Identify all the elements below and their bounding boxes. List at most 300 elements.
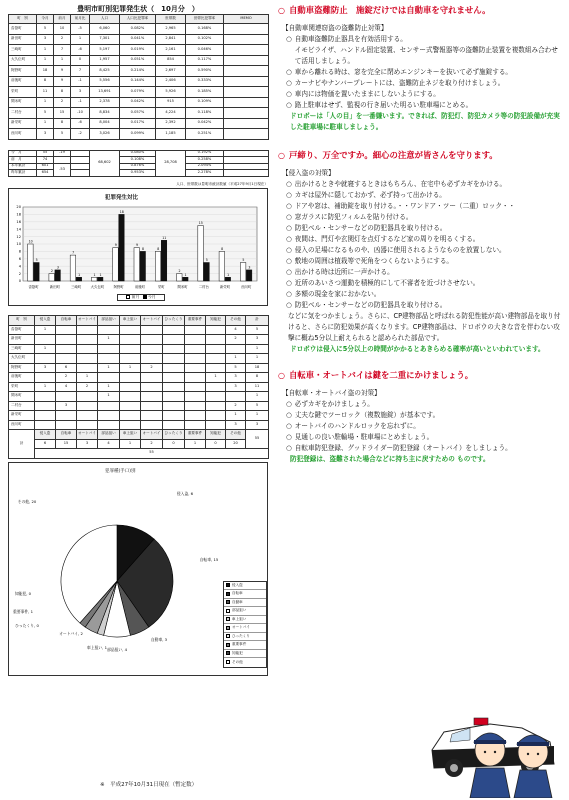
table-row [9,363,269,373]
column-header: オートバイ [77,315,98,325]
legend-swatch [226,651,230,655]
list-item: ○ 自動車盗難防止器具を有効活用する。 イモビライザ、ハンドル固定装置、センサー式警報器等の盗難防止装置を複数組み合わせて活用しましょう。 [286,35,558,65]
table-cell [77,325,98,335]
table-cell [224,76,269,87]
data-label: 15 [198,220,203,225]
table-cell: 2,406 [156,76,186,87]
table-cell: 8 [54,118,71,129]
legend-swatch-current [143,295,147,299]
table-cell [226,392,246,402]
table-cell: 1,957 [90,55,120,66]
list-item [286,212,564,223]
table-cell: 15 [56,439,77,449]
table-cell: 4 [98,439,120,449]
data-label: 18 [119,209,124,214]
table-cell: 4,224 [156,108,186,119]
table-cell: 本年累計 [9,163,37,170]
bar-current [76,277,82,281]
x-tick-label: 二村台 [198,284,209,289]
bullet-icon: ○ [286,268,292,276]
table-cell [71,170,90,177]
table-cell: 2 [56,373,77,383]
table-cell: 西川町 [9,420,35,430]
table-cell [56,325,77,335]
table-cell: 0.079% [120,87,156,98]
bullet-icon: ○ [286,191,292,199]
table-row [9,373,269,383]
table-cell: 1 [246,411,269,421]
column-header: 自転車 [56,315,77,325]
list-item-text: 見通しの良い駐輪場・駐車場にとめましょう。 [294,433,434,441]
bar-prev [113,247,119,280]
pie-chart-box [8,462,268,676]
table-cell: 前後町 [9,76,37,87]
table-cell [98,344,120,354]
legend-swatch [226,626,230,630]
table-cell: 7 [71,66,90,77]
table-cell [141,373,163,383]
table-cell: 1 [35,325,56,335]
table-cell: 11 [37,87,54,98]
table-cell: 1 [226,411,246,421]
table-cell: 2 [54,97,71,108]
table-cell [163,354,185,364]
table-cell [98,411,120,421]
column-header: 車上狙い [120,430,141,440]
table-cell: 0.590% [186,66,224,77]
data-label: 3 [248,264,251,269]
list-item-text: 近所のあいさつ運動を積極的にして不審者を近づけさせない。 [294,279,480,287]
table-cell: 0.876% [120,163,156,170]
bullet-icon: ○ [286,433,292,441]
bullet-icon: ○ [286,246,292,254]
column-header: 世帯比犯罪率 [186,15,224,24]
pie-label: 重要事件, 1 [12,608,34,614]
table-cell: 5 [37,108,54,119]
y-tick-label: 10 [16,241,21,246]
x-tick-label: 三崎町 [71,284,82,289]
section-heading: 自動車盗難防止 施錠だけでは自動車を守れません。 [288,5,491,15]
bar-current [140,251,146,281]
table-cell: 1 [246,392,269,402]
totals-table [8,150,269,177]
legend-swatch [226,583,230,587]
table-cell: 今 月 [9,150,37,157]
table-cell: 0.258% [186,157,224,164]
list-item [286,300,564,311]
column-header: 車上狙い [120,315,141,325]
section-heading: 戸締り、万全ですか。細心の注意が皆さんを守ります。 [288,150,498,160]
table-row [9,430,269,440]
table-cell: 沓掛町 [9,24,37,35]
table-cell [77,420,98,430]
table-cell [141,401,163,411]
table-cell [206,392,226,402]
y-tick-label: 20 [16,204,21,209]
table-cell: 1 [246,344,269,354]
table-cell: 0.082% [120,24,156,35]
table-row [9,66,269,77]
list-item [286,179,564,190]
bar-prev [198,225,204,281]
section-subheading: 【侵入盗の対策】 [282,169,335,177]
table-cell [77,344,98,354]
table-cell [206,354,226,364]
column-header: 重要事件 [185,315,206,325]
table-cell [224,55,269,66]
list-item-text: 出かける時は近所に一声かける。 [294,268,394,276]
table-cell [206,325,226,335]
table-cell: 2 [226,335,246,345]
column-header: MEMO [224,15,269,24]
section-car-theft [278,4,564,133]
table-cell: 0 [71,55,90,66]
table-cell [224,24,269,35]
data-label: 1 [93,272,96,277]
table-cell: 9 [54,76,71,87]
table-cell [163,344,185,354]
list-item-text: 自転車防犯登録、グッドライダー防犯登録（オートバイ）をしましょう。 [294,444,512,452]
legend-item [224,624,266,633]
table-cell [185,335,206,345]
table-cell: 3 [77,439,98,449]
table-cell: 6 [56,363,77,373]
table-cell: 1 [98,363,120,373]
circle-bullet-icon: ○ [278,150,285,160]
list-item [286,190,564,201]
table-cell: 間米町 [9,97,37,108]
table-cell: -6 [71,118,90,129]
table-cell [56,420,77,430]
table-cell: 6,060 [90,24,120,35]
pie-label: その他, 20 [17,498,37,504]
table-cell: 0 [163,439,185,449]
table-cell: 三崎町 [9,344,35,354]
x-tick-label: 栄町 [157,284,165,289]
legend-label: 部品狙い [232,608,247,613]
table-cell [56,335,77,345]
legend-prev: 前月 [131,294,140,299]
table-cell [35,392,56,402]
page-title: 豊明市町別犯罪発生状（ 10月分 ） [77,5,199,13]
table-cell: 0.019% [120,45,156,56]
table-cell: 2 [54,34,71,45]
table-cell: 1 [35,344,56,354]
column-header: 今月 [37,15,54,24]
table-cell: 5 [226,363,246,373]
table-cell: 68,602 [90,150,120,176]
table-cell: 2,392 [156,118,186,129]
table-row [9,87,269,98]
population-note: 人口、世帯数は豊明市統計数値（平成27年9月1日現在） [176,181,268,186]
table-row [9,449,269,459]
table-cell: 2 [141,439,163,449]
table-cell [163,382,185,392]
column-header: 人口比犯罪率 [120,15,156,24]
pie-label: 自動車, 3 [150,636,168,642]
column-header: オートバイ [77,430,98,440]
y-tick-label: 8 [18,249,21,254]
column-header: その他 [226,430,246,440]
list-item [286,399,564,410]
pie-label: 知能犯, 0 [14,590,32,596]
y-tick-label: 2 [18,271,21,276]
table-cell: 0.042% [120,97,156,108]
list-item-text: 敷地の周囲は植栽等で死角をつくらないようにする。 [294,257,454,265]
list-item-text: カギは屋外に隠しておかず、必ず持って出かける。 [294,191,446,199]
column-header: 人口 [90,15,120,24]
pie-legend [223,581,267,668]
pie-label: ひったくり, 0 [15,622,39,628]
table-cell: 5 [54,129,71,140]
cp-parts-paragraph: などに気をつかましょう。さらに、CP建物部品と呼ばれる防犯性能が高い建物部品を取り付けると、さらに防犯効果が高くなります。CP建物部品は、ドロボウの大きな音を伴わない攻撃に概ね5分以上耐えられると認められた部品です。 [288,312,561,342]
table-row [9,45,269,56]
table-row [9,325,269,335]
table-cell [56,354,77,364]
bullet-icon: ○ [286,235,292,243]
table-cell: 5,197 [90,45,120,56]
circle-bullet-icon: ○ [278,5,285,15]
table-cell [77,411,98,421]
table-cell: 3 [71,87,90,98]
table-cell [163,411,185,421]
column-header: 侵入盗 [35,315,56,325]
table-cell: 0.108% [120,157,156,164]
list-item-text: 防犯ベル・センサーなどの防犯器具を取り付ける。 [294,301,447,309]
table-cell: 1 [206,373,226,383]
table-cell [120,392,141,402]
table-cell [185,420,206,430]
table-row [9,420,269,430]
crime-type-table [8,315,269,459]
table-cell [224,108,269,119]
table-cell [206,411,226,421]
list-item-text: ドアや窓は、補助錠を取り付ける。・・ワンドア・ツー（二重）ロック・・ [294,202,516,210]
table-cell [98,325,120,335]
list-item [286,245,564,256]
table-cell [224,66,269,77]
legend-item [224,607,266,616]
list-item-text: 必ずカギをかけましょう。 [294,400,374,408]
section-burglary [278,149,564,355]
column-header: 知能犯 [206,315,226,325]
table-cell: 沓掛町 [9,325,35,335]
table-cell: 0.118% [186,108,224,119]
table-cell: 3 [246,420,269,430]
table-cell [185,392,206,402]
table-cell: 2,378 [90,97,120,108]
table-cell: 大久伝町 [9,55,37,66]
column-header: 前月 [54,15,71,24]
data-label: 7 [72,250,75,255]
bar-prev [28,244,34,281]
legend-item [224,650,266,659]
list-item: ○ カーナビやナンバープレートには、盗難防止ネジを取り付けましょう。 [286,79,505,87]
table-cell: -53 [54,163,71,176]
table-cell [185,373,206,383]
table-cell: 1 [246,354,269,364]
table-cell: 0.185% [186,87,224,98]
table-cell: 2 [77,382,98,392]
legend-current: 今月 [147,294,156,299]
table-cell: 1 [226,354,246,364]
table-cell: 2.094% [186,163,224,170]
table-cell: 0 [206,439,226,449]
table-cell: 55 [37,150,54,157]
column-header: 部品狙い [98,315,120,325]
table-cell: 前後町 [9,373,35,383]
table-cell: -10 [71,108,90,119]
table-cell: 5,926 [156,87,186,98]
bar-chart-svg [9,189,267,307]
table-row [9,55,269,66]
table-cell [163,335,185,345]
table-row [9,439,269,449]
x-tick-label: 阿野町 [113,284,124,289]
column-header: 世帯数 [156,15,186,24]
table-cell: 三崎町 [9,45,37,56]
table-cell: 10 [54,24,71,35]
table-cell: 8,425 [90,66,120,77]
data-label: 5 [35,257,38,262]
list-item [286,201,564,212]
x-tick-label: 間米町 [177,284,188,289]
legend-swatch [226,660,230,664]
list-item [286,421,564,432]
highlight-note: ドロボーは「人の目」を一番嫌います。できれば、防犯灯、防犯カメラ等の防犯設備が充実した駐車場に駐車しましょう。 [290,112,560,131]
table-cell: 0.102% [186,34,224,45]
table-cell: 3 [35,363,56,373]
bar-prev [240,262,246,281]
data-label: 1 [227,272,230,277]
table-row [9,24,269,35]
table-cell: 0.214% [120,66,156,77]
list-item: ○ 車内には物価を置いたままにしないようにする。 [286,90,440,98]
data-label: 1 [184,272,187,277]
table-row [9,411,269,421]
table-cell [141,354,163,364]
bar-prev [219,251,225,281]
table-cell [206,401,226,411]
table-cell: 二村台 [9,108,37,119]
legend-label: 自動車 [232,599,243,604]
table-cell: 8 [54,87,71,98]
table-cell: 新栄町 [9,411,35,421]
data-label: 1 [78,272,81,277]
table-cell: 前 月 [9,157,37,164]
table-cell [185,325,206,335]
table-cell [56,411,77,421]
table-cell [120,354,141,364]
table-cell: 阿野町 [9,66,37,77]
table-cell: 1 [120,363,141,373]
bar-current [161,240,167,281]
section-subheading: 【自動車関連窃盗の盗難防止対策】 [282,24,388,32]
table-cell: 7,301 [90,34,120,45]
column-header: 町 別 [9,15,37,24]
list-item [286,289,564,300]
list-item-text: 丈夫な鍵でツーロック（複数施錠）が基本です。 [294,411,440,419]
grand-total: 55 [246,430,269,449]
table-cell: 5 [37,24,54,35]
table-cell [224,45,269,56]
table-cell [141,420,163,430]
table-cell: 阿野町 [9,363,35,373]
table-cell [77,401,98,411]
table-cell: -2 [71,129,90,140]
legend-swatch [226,609,230,613]
table-cell [163,363,185,373]
table-cell: 654 [37,170,54,177]
pie-title: 犯罪種(手口)別 [105,468,136,474]
table-header-row [9,315,269,325]
table-cell: 74 [37,157,54,164]
table-cell: 0.251% [186,129,224,140]
table-cell: 0.042% [186,118,224,129]
bar-prev [134,247,140,280]
table-cell [206,335,226,345]
column-header: オートバイ [141,315,163,325]
x-tick-label: 新栄町 [220,284,231,289]
table-cell [120,401,141,411]
table-cell [98,420,120,430]
table-cell: 3 [226,382,246,392]
table-cell [120,325,141,335]
data-label: 8 [221,246,224,251]
table-cell [141,335,163,345]
table-cell [224,170,269,177]
table-cell: -6 [71,45,90,56]
data-label: 10 [28,239,33,243]
list-item-text: 夜間は、門灯や玄関灯を点灯するなど家の周りを明るくする。 [294,235,480,243]
bar-prev [155,251,161,281]
bullet-icon: ○ [286,257,292,265]
column-header: 自転車 [56,430,77,440]
bar-prev [177,273,183,280]
bar-current [34,262,40,281]
y-tick-label: 12 [16,234,21,239]
column-header: 計 [246,315,269,325]
legend-swatch [226,634,230,638]
table-cell: 13,691 [90,87,120,98]
data-label: 1 [99,272,102,277]
table-row [9,108,269,119]
table-cell: -1 [71,97,90,108]
x-tick-label: 前後町 [134,284,146,289]
legend-label: その他 [232,659,243,664]
table-row [9,129,269,140]
table-cell [141,411,163,421]
legend-swatch [226,643,230,647]
table-cell: 1 [71,34,90,45]
table-cell: 2,965 [156,24,186,35]
table-cell [163,392,185,402]
table-cell: 2,841 [156,34,186,45]
data-label: 8 [141,246,145,251]
legend-item [224,633,266,642]
table-cell [77,354,98,364]
table-cell: 1 [37,118,54,129]
table-cell: -19 [54,150,71,157]
total-label: 計 [9,430,35,459]
table-cell: 601 [37,163,54,170]
bullet-icon: ○ [286,422,292,430]
bullet-icon: ○ [286,180,292,188]
police-illustration [430,680,565,798]
table-cell: 1 [37,55,54,66]
chart-legend [117,294,165,301]
table-cell: 新田町 [9,335,35,345]
